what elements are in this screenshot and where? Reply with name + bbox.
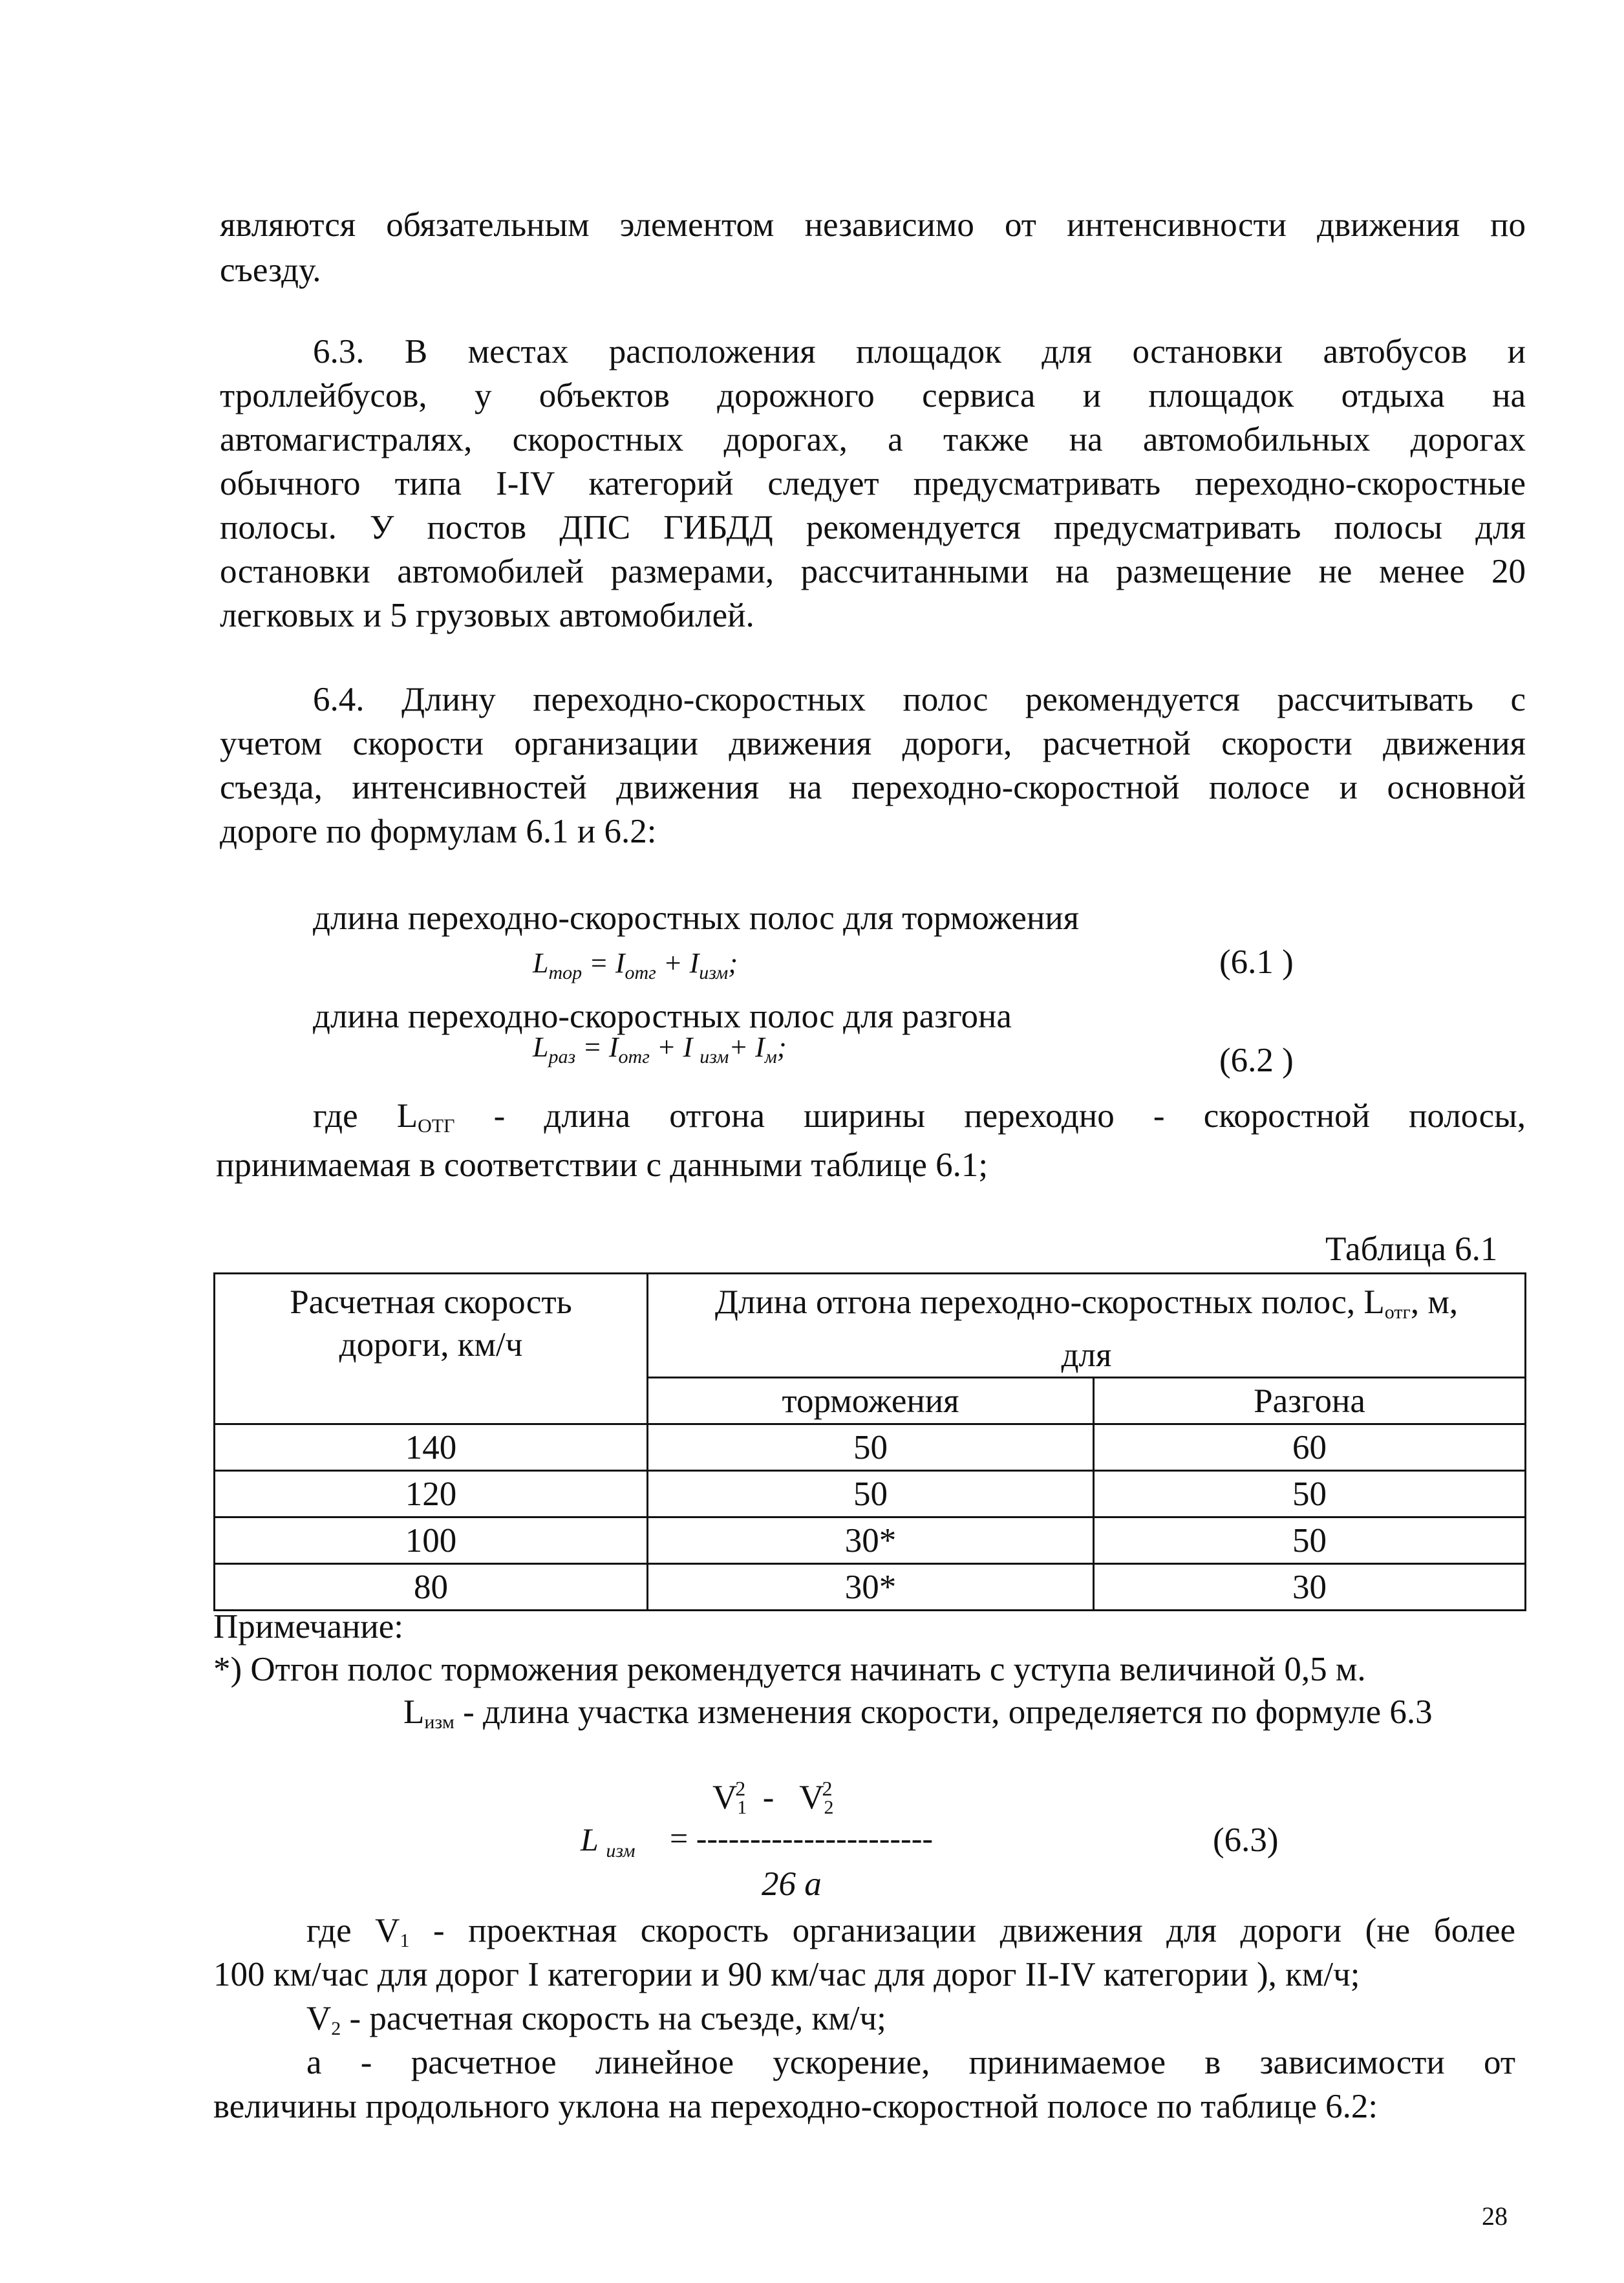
definition-lizm: $L_{изм}$ - длина участка изменения скорости, определяется по формуле 6.3 xyxy=(403,1693,1433,1733)
definition-a: а - расчетное линейное ускорение, принимаемое в зависимости от xyxy=(306,2044,1515,2081)
paragraph-6-3-line: 6.3. В местах расположения площадок для остановки автобусов и xyxy=(313,333,1526,370)
table-header-speed: Расчетная скорость дороги, км/ч xyxy=(215,1274,648,1424)
definition-v1-line2: 100 км/час для дорог I категории и 90 км/час для дорог II-IV категории ), км/ч; xyxy=(213,1956,1360,1993)
paragraph-6-3-line: легковых и 5 грузовых автомобилей. xyxy=(220,597,754,634)
formula-6-3-number: (6.3) xyxy=(1213,1821,1279,1859)
paragraph-line: являются обязательным элементом независимо от интенсивности движения по xyxy=(220,206,1526,244)
cell-accel: 30 xyxy=(1094,1564,1526,1611)
paragraph-6-4-line: 6.4. Длину переходно-скоростных полос рекомендуется рассчитывать с xyxy=(313,681,1526,718)
definition-v2: $V_2$ - расчетная скорость на съезде, км/ч; xyxy=(306,2000,886,2039)
table-row xyxy=(215,1517,1526,1564)
paragraph-6-3-line: автомагистралях, скоростных дорогах, а также на автомобильных дорогах xyxy=(220,421,1526,458)
paragraph-6-3-line: обычного типа I-IV категорий следует предусматривать переходно-скоростные xyxy=(220,465,1526,502)
cell-speed: 80 xyxy=(215,1564,648,1611)
note-label: Примечание: xyxy=(213,1608,404,1645)
table-caption: Таблица 6.1 xyxy=(1325,1230,1498,1268)
formula-6-3-denominator: 26 а xyxy=(762,1865,822,1903)
formula-6-2: $L_{раз} = I_{отг} + I$ $_{изм}+ I_м$; xyxy=(533,1031,787,1067)
formula-6-2-caption: длина переходно-скоростных полос для разгона xyxy=(313,998,1012,1035)
formula-6-3-fraction-bar: = ---------------------- xyxy=(670,1820,934,1856)
cell-braking: 30* xyxy=(648,1564,1094,1611)
paragraph-6-3-line: троллейбусов, у объектов дорожного сервиса и площадок отдыха на xyxy=(220,377,1526,414)
cell-speed: 140 xyxy=(215,1424,648,1471)
formula-6-1-caption: длина переходно-скоростных полос для торможения xyxy=(313,899,1080,937)
definition-lotg: где $L_{ОТГ}$ - длина отгона ширины переходно - скоростной полосы, xyxy=(313,1097,1526,1137)
definition-v1: где $V_1$ - проектная скорость организации движения для дороги (не более xyxy=(306,1912,1515,1951)
cell-braking: 50 xyxy=(648,1424,1094,1471)
cell-accel: 50 xyxy=(1094,1517,1526,1564)
cell-accel: 50 xyxy=(1094,1471,1526,1517)
formula-6-1: $L_{тор} = I_{отг} + I_{изм}$; xyxy=(533,947,738,983)
formula-6-3-lhs: L $_{изм}$ xyxy=(581,1821,636,1861)
formula-6-3-numerator: $V_1^2 - V_2^2$ xyxy=(712,1777,834,1818)
table-6-1 xyxy=(213,1272,1526,1611)
note-text: *) Отгон полос торможения рекомендуется начинать с уступа величиной 0,5 м. xyxy=(213,1651,1366,1688)
definition-a-line2: величины продольного уклона на переходно-скоростной полосе по таблице 6.2: xyxy=(213,2088,1378,2125)
paragraph-6-4-line: учетом скорости организации движения дороги, расчетной скорости движения xyxy=(220,725,1526,762)
paragraph-6-3-line: полосы. У постов ДПС ГИБДД рекомендуется предусматривать полосы для xyxy=(220,509,1526,546)
table-row xyxy=(215,1424,1526,1471)
table-row xyxy=(215,1471,1526,1517)
cell-speed: 120 xyxy=(215,1471,648,1517)
cell-speed: 100 xyxy=(215,1517,648,1564)
cell-braking: 50 xyxy=(648,1471,1094,1517)
table-subheader-accel: Разгона xyxy=(1094,1378,1526,1424)
cell-braking: 30* xyxy=(648,1517,1094,1564)
formula-6-2-number: (6.2 ) xyxy=(1219,1042,1294,1079)
table-subheader-braking: торможения xyxy=(648,1378,1094,1424)
definition-lotg-line2: принимаемая в соответствии с данными таблице 6.1; xyxy=(216,1146,988,1184)
formula-6-1-number: (6.1 ) xyxy=(1219,943,1294,981)
page-number: 28 xyxy=(1482,2202,1508,2231)
table-header-length: Длина отгона переходно-скоростных полос, $L_{отг}$, м, для xyxy=(648,1274,1526,1378)
paragraph-6-4-line: дороге по формулам 6.1 и 6.2: xyxy=(220,813,657,850)
paragraph-6-4-line: съезда, интенсивностей движения на переходно-скоростной полосе и основной xyxy=(220,769,1526,806)
paragraph-6-3-line: остановки автомобилей размерами, рассчитанными на размещение не менее 20 xyxy=(220,553,1526,590)
cell-accel: 60 xyxy=(1094,1424,1526,1471)
table-row xyxy=(215,1564,1526,1611)
paragraph-line: съезду. xyxy=(220,252,321,289)
